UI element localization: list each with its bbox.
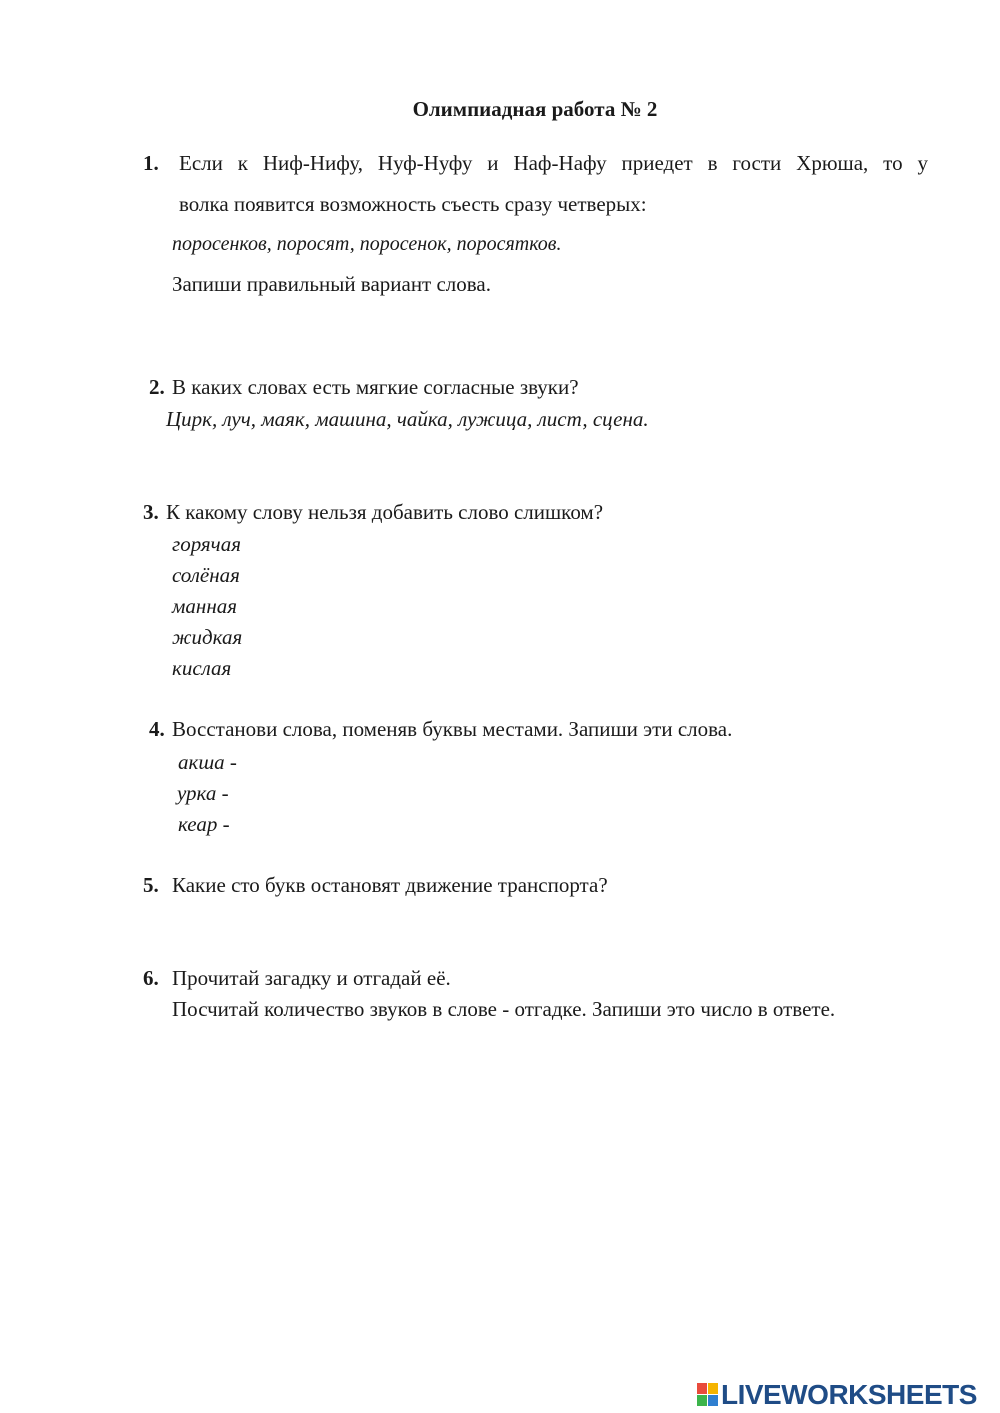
page-title: Олимпиадная работа № 2 [412,97,658,121]
question-4-option: кеар - [178,812,230,836]
liveworksheets-wordmark: LIVEWORKSHEETS [721,1379,977,1410]
question-5-number: 5. [143,873,159,897]
question-1-number: 1. [143,151,159,175]
question-4-number: 4. [149,717,165,741]
question-3-number: 3. [143,500,159,524]
question-5-text: Какие сто букв остановят движение транспорта? [172,873,608,897]
question-2-number: 2. [149,375,165,399]
logo-block-1 [697,1383,707,1394]
logo-block-2 [708,1383,718,1394]
question-6-number: 6. [143,966,159,990]
question-1-instruction: Запиши правильный вариант слова. [172,272,491,296]
question-1-options: поросенков, поросят, поросенок, поросятков. [172,233,562,255]
question-3-option: горячая [172,532,241,556]
question-1-text-line-2: волка появится возможность съесть сразу четверых: [179,192,647,216]
question-3-option: жидкая [172,625,243,649]
logo-block-4 [708,1395,718,1406]
question-3-text: К какому слову нельзя добавить слово слишком? [166,500,604,524]
liveworksheets-watermark[interactable] [697,1379,977,1411]
question-3-option: манная [172,594,237,618]
question-4-text: Восстанови слова, поменяв буквы местами. Запиши эти слова. [172,717,733,741]
question-6-text-line-1: Прочитай загадку и отгадай её. [172,966,451,990]
question-3-option: кислая [172,656,232,680]
question-4-option: акша - [178,750,237,774]
liveworksheets-logo-icon [697,1383,719,1407]
question-2-options: Цирк, луч, маяк, машина, чайка, лужица, лист, сцена. [166,407,649,431]
question-4-option: урка - [177,781,229,805]
question-2-text: В каких словах есть мягкие согласные звуки? [172,375,579,399]
question-6-text-line-2: Посчитай количество звуков в слове - отгадке. Запиши это число в ответе. [172,997,836,1021]
question-1-text-line-1: Если к Ниф-Нифу, Нуф-Нуфу и Наф-Нафу приедет в гости Хрюша, то у [179,151,928,175]
logo-block-3 [697,1395,707,1406]
question-3-option: солёная [172,563,240,587]
